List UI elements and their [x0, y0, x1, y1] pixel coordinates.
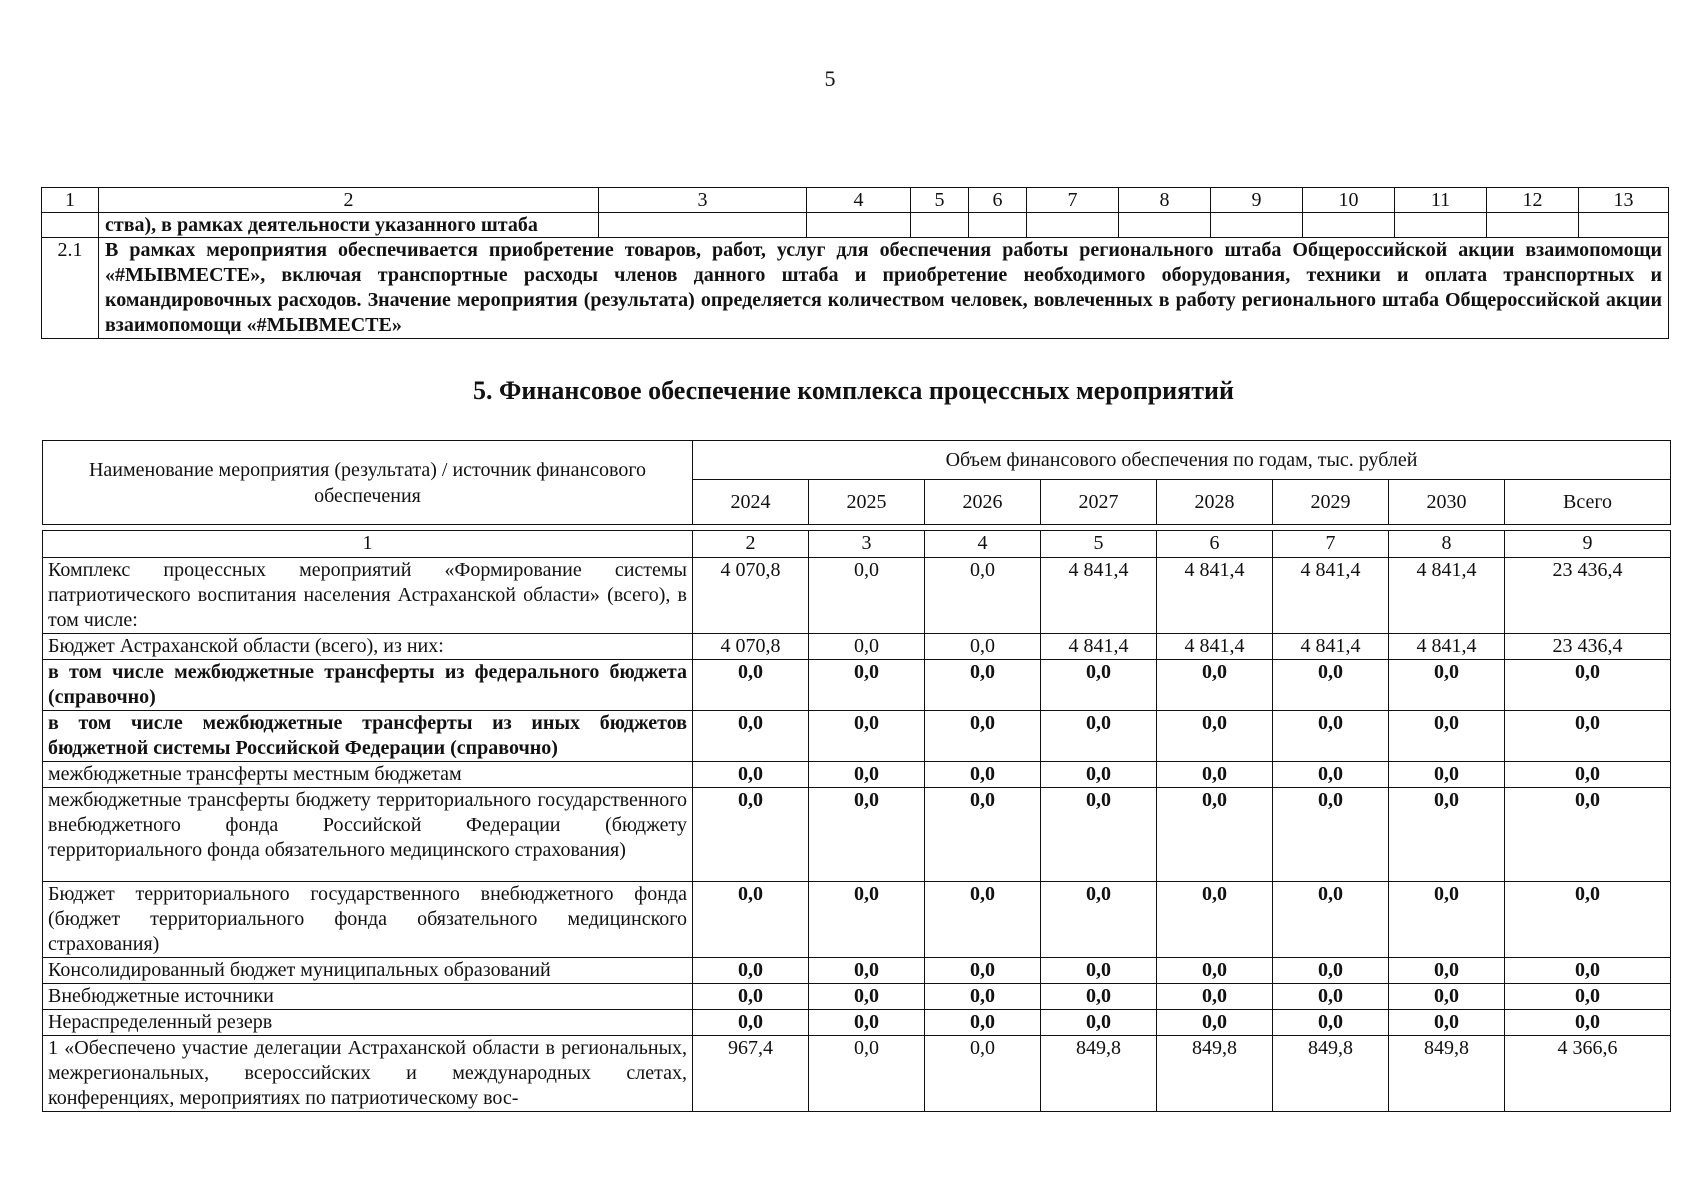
year-value-cell: 0,0	[1157, 660, 1273, 711]
finance-row	[43, 984, 1671, 1010]
row-label: 1 «Обеспечено участие делегации Астраханской области в региональных, межрегиональных, всероссийских и международных слетах, конференциях, мероприятиях по патриотическому вос-	[43, 1036, 693, 1112]
year-value-cell: 0,0	[1157, 1010, 1273, 1036]
total-value-cell: 0,0	[1505, 958, 1671, 984]
finance-table-header	[42, 440, 1671, 525]
year-value-cell: 4 841,4	[1157, 558, 1273, 634]
column-number: 9	[1505, 531, 1671, 558]
empty-cell	[1303, 213, 1395, 238]
year-value-cell: 0,0	[693, 1010, 809, 1036]
year-value-cell: 0,0	[1389, 1010, 1505, 1036]
year-header: 2025	[809, 480, 925, 525]
year-value-cell: 849,8	[1157, 1036, 1273, 1112]
year-value-cell: 4 841,4	[1041, 558, 1157, 634]
year-value-cell: 0,0	[925, 558, 1041, 634]
row-label: Нераспределенный резерв	[43, 1010, 693, 1036]
year-value-cell: 4 841,4	[1041, 634, 1157, 660]
year-value-cell: 0,0	[693, 660, 809, 711]
year-value-cell: 4 841,4	[1273, 634, 1389, 660]
total-value-cell: 0,0	[1505, 882, 1671, 958]
year-value-cell: 0,0	[1041, 660, 1157, 711]
year-value-cell: 0,0	[925, 984, 1041, 1010]
row-label: Бюджет территориального государственного внебюджетного фонда (бюджет территориального фонда обязательного медицинского страхования)	[43, 882, 693, 958]
year-header: 2028	[1157, 480, 1273, 525]
year-value-cell: 0,0	[693, 762, 809, 788]
year-value-cell: 0,0	[1157, 762, 1273, 788]
year-value-cell: 0,0	[1041, 788, 1157, 882]
page-number: 5	[824, 66, 836, 91]
year-header: 2027	[1041, 480, 1157, 525]
year-value-cell: 0,0	[809, 958, 925, 984]
empty-cell	[911, 213, 969, 238]
column-number: 4	[807, 188, 911, 213]
finance-row	[43, 1010, 1671, 1036]
year-value-cell: 0,0	[1273, 711, 1389, 762]
column-number-row	[43, 531, 1671, 558]
column-number: 13	[1579, 188, 1669, 213]
year-value-cell: 849,8	[1389, 1036, 1505, 1112]
year-value-cell: 4 841,4	[1389, 558, 1505, 634]
year-value-cell: 0,0	[1041, 762, 1157, 788]
year-value-cell: 0,0	[1041, 958, 1157, 984]
year-value-cell: 0,0	[925, 762, 1041, 788]
year-value-cell: 0,0	[809, 882, 925, 958]
column-number: 2	[99, 188, 599, 213]
total-value-cell: 0,0	[1505, 788, 1671, 882]
column-number: 3	[599, 188, 807, 213]
empty-cell	[1119, 213, 1211, 238]
column-number: 2	[693, 531, 809, 558]
row-label: Консолидированный бюджет муниципальных образований	[43, 958, 693, 984]
empty-cell	[599, 213, 807, 238]
activities-continuation-table	[41, 187, 1669, 339]
year-value-cell: 0,0	[1041, 711, 1157, 762]
finance-row	[43, 660, 1671, 711]
finance-row	[43, 558, 1671, 634]
finance-table	[42, 530, 1671, 1112]
year-header: 2029	[1273, 480, 1389, 525]
year-value-cell: 0,0	[1273, 660, 1389, 711]
column-number: 8	[1389, 531, 1505, 558]
total-value-cell: 0,0	[1505, 660, 1671, 711]
year-value-cell: 0,0	[1273, 882, 1389, 958]
year-value-cell: 0,0	[1157, 711, 1273, 762]
column-number: 5	[1041, 531, 1157, 558]
year-value-cell: 0,0	[809, 762, 925, 788]
year-value-cell: 0,0	[1389, 882, 1505, 958]
column-number: 12	[1487, 188, 1579, 213]
year-value-cell: 0,0	[1157, 984, 1273, 1010]
total-header: Всего	[1505, 480, 1671, 525]
year-value-cell: 0,0	[925, 1036, 1041, 1112]
column-number: 5	[911, 188, 969, 213]
year-value-cell: 0,0	[925, 882, 1041, 958]
year-header: 2024	[693, 480, 809, 525]
finance-row	[43, 762, 1671, 788]
year-value-cell: 0,0	[1389, 788, 1505, 882]
row-label: в том числе межбюджетные трансферты из иных бюджетов бюджетной системы Российской Федерации (справочно)	[43, 711, 693, 762]
year-value-cell: 0,0	[1273, 762, 1389, 788]
total-value-cell: 23 436,4	[1505, 634, 1671, 660]
year-value-cell: 0,0	[809, 1036, 925, 1112]
volume-header: Объем финансового обеспечения по годам, тыс. рублей	[693, 441, 1671, 480]
section-title: 5. Финансовое обеспечение комплекса процессных мероприятий	[473, 376, 1234, 405]
item-number: 2.1	[42, 238, 99, 339]
year-header: 2030	[1389, 480, 1505, 525]
year-header: 2026	[925, 480, 1041, 525]
year-value-cell: 0,0	[1157, 788, 1273, 882]
row-label: Внебюджетные источники	[43, 984, 693, 1010]
continuation-row	[42, 213, 1669, 238]
total-value-cell: 4 366,6	[1505, 1036, 1671, 1112]
column-number-row	[42, 188, 1669, 213]
year-value-cell: 0,0	[925, 1010, 1041, 1036]
continuation-text: ства), в рамках деятельности указанного штаба	[99, 213, 599, 238]
year-value-cell: 849,8	[1041, 1036, 1157, 1112]
year-value-cell: 0,0	[1273, 1010, 1389, 1036]
row-label: Комплекс процессных мероприятий «Формирование системы патриотического воспитания населения Астраханской области» (всего), в том числе:	[43, 558, 693, 634]
year-value-cell: 0,0	[693, 984, 809, 1010]
empty-cell	[1395, 213, 1487, 238]
year-value-cell: 0,0	[693, 788, 809, 882]
empty-cell	[1027, 213, 1119, 238]
row-label: межбюджетные трансферты бюджету территориального государственного внебюджетного фонда Российской Федерации (бюджету территориального фонда обязательного медицинского страхования)	[43, 788, 693, 882]
year-value-cell: 4 841,4	[1157, 634, 1273, 660]
year-value-cell: 0,0	[1389, 958, 1505, 984]
year-value-cell: 0,0	[925, 711, 1041, 762]
empty-cell	[1487, 213, 1579, 238]
year-value-cell: 0,0	[925, 788, 1041, 882]
total-value-cell: 0,0	[1505, 762, 1671, 788]
finance-row	[43, 634, 1671, 660]
finance-row	[43, 711, 1671, 762]
finance-row	[43, 958, 1671, 984]
year-value-cell: 0,0	[1389, 660, 1505, 711]
empty-cell	[1211, 213, 1303, 238]
finance-row	[43, 1036, 1671, 1112]
item-description: В рамках мероприятия обеспечивается приобретение товаров, работ, услуг для обеспечения работы регионального штаба Общероссийской акции взаимопомощи «#МЫВМЕСТЕ», включая транспортные расходы членов данного штаба и приобретение необходимого оборудования, техники и оплата транспортных и командировочных расходов. Значение мероприятия (результата) определяется количеством человек, вовлеченных в работу регионального штаба Общероссийской акции взаимопомощи «#МЫВМЕСТЕ»	[99, 238, 1669, 339]
year-value-cell: 0,0	[809, 788, 925, 882]
year-value-cell: 0,0	[809, 634, 925, 660]
column-number: 3	[809, 531, 925, 558]
column-number: 1	[42, 188, 99, 213]
year-value-cell: 4 070,8	[693, 558, 809, 634]
year-value-cell: 0,0	[693, 958, 809, 984]
empty-cell	[807, 213, 911, 238]
column-number: 7	[1027, 188, 1119, 213]
row-label: в том числе межбюджетные трансферты из федерального бюджета (справочно)	[43, 660, 693, 711]
column-number: 8	[1119, 188, 1211, 213]
total-value-cell: 23 436,4	[1505, 558, 1671, 634]
column-number: 1	[43, 531, 693, 558]
column-number: 11	[1395, 188, 1487, 213]
year-value-cell: 0,0	[1389, 711, 1505, 762]
row-label: Бюджет Астраханской области (всего), из них:	[43, 634, 693, 660]
column-number: 9	[1211, 188, 1303, 213]
year-value-cell: 0,0	[1041, 1010, 1157, 1036]
empty-cell	[1579, 213, 1669, 238]
year-value-cell: 0,0	[809, 1010, 925, 1036]
column-number: 7	[1273, 531, 1389, 558]
year-value-cell: 0,0	[1041, 984, 1157, 1010]
name-column-header: Наименование мероприятия (результата) / источник финансового обеспечения	[43, 441, 693, 525]
year-value-cell: 0,0	[1157, 882, 1273, 958]
year-value-cell: 0,0	[1273, 984, 1389, 1010]
empty-cell	[42, 213, 99, 238]
year-value-cell: 4 070,8	[693, 634, 809, 660]
year-value-cell: 0,0	[809, 558, 925, 634]
total-value-cell: 0,0	[1505, 1010, 1671, 1036]
column-number: 6	[1157, 531, 1273, 558]
item-row	[42, 238, 1669, 339]
year-value-cell: 0,0	[693, 711, 809, 762]
year-value-cell: 0,0	[809, 660, 925, 711]
total-value-cell: 0,0	[1505, 711, 1671, 762]
year-value-cell: 0,0	[1273, 958, 1389, 984]
empty-cell	[969, 213, 1027, 238]
year-value-cell: 0,0	[809, 984, 925, 1010]
year-value-cell: 4 841,4	[1389, 634, 1505, 660]
finance-row	[43, 788, 1671, 882]
year-value-cell: 0,0	[809, 711, 925, 762]
total-value-cell: 0,0	[1505, 984, 1671, 1010]
year-value-cell: 0,0	[925, 634, 1041, 660]
year-value-cell: 0,0	[1273, 788, 1389, 882]
year-value-cell: 0,0	[1157, 958, 1273, 984]
year-value-cell: 0,0	[925, 660, 1041, 711]
row-label: межбюджетные трансферты местным бюджетам	[43, 762, 693, 788]
column-number: 4	[925, 531, 1041, 558]
year-value-cell: 0,0	[1041, 882, 1157, 958]
year-value-cell: 0,0	[925, 958, 1041, 984]
finance-row	[43, 882, 1671, 958]
year-value-cell: 0,0	[1389, 762, 1505, 788]
year-value-cell: 0,0	[1389, 984, 1505, 1010]
year-value-cell: 0,0	[693, 882, 809, 958]
column-number: 6	[969, 188, 1027, 213]
year-value-cell: 967,4	[693, 1036, 809, 1112]
column-number: 10	[1303, 188, 1395, 213]
year-value-cell: 849,8	[1273, 1036, 1389, 1112]
year-value-cell: 4 841,4	[1273, 558, 1389, 634]
